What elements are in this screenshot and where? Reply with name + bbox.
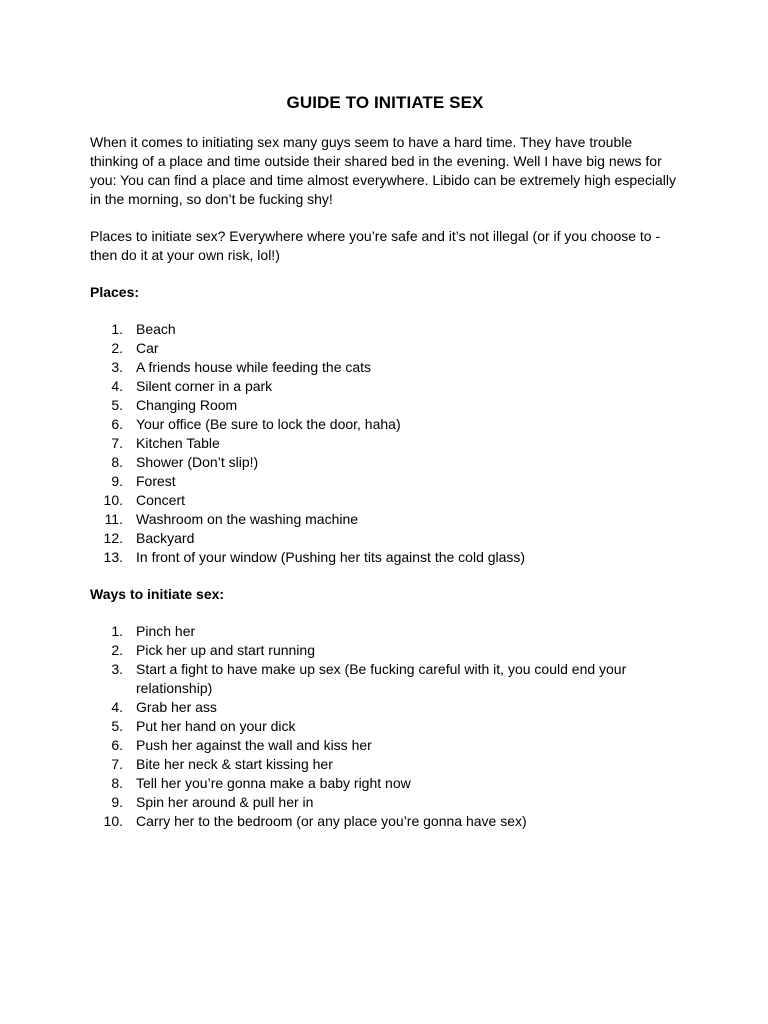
list-item-number: 10. — [103, 813, 123, 829]
list-item — [90, 472, 680, 491]
list-item-number: 7. — [111, 756, 123, 772]
list-item-number: 2. — [111, 642, 123, 658]
list-item — [90, 641, 680, 660]
list-item — [90, 793, 680, 812]
list-item-text: Beach — [136, 321, 176, 337]
list-item-number: 3. — [111, 359, 123, 375]
list-item-text: Carry her to the bedroom (or any place you’re gonna have sex) — [136, 813, 527, 829]
document-title: GUIDE TO INITIATE SEX — [286, 93, 484, 112]
list-item — [90, 377, 680, 396]
list-item-text: Start a fight to have make up sex (Be fucking careful with it, you could end your relationship) — [136, 661, 627, 696]
intro-paragraph: When it comes to initiating sex many guys seem to have a hard time. They have trouble thinking of a place and time outside their shared bed in the evening. Well I have big news for you: You can find a place and time almost everywhere. Libido can be extremely high especially in the morning, so don’t be fucking shy! — [90, 134, 677, 207]
list-item-text: A friends house while feeding the cats — [136, 359, 372, 375]
places-heading: Places: — [90, 284, 140, 300]
list-item-text: Backyard — [136, 530, 195, 546]
list-item-text: Pick her up and start running — [136, 642, 315, 658]
list-item-number: 7. — [111, 435, 123, 451]
ways-list — [90, 622, 680, 831]
list-item-text: Put her hand on your dick — [136, 718, 296, 734]
places-paragraph: Places to initiate sex? Everywhere where you’re safe and it’s not illegal (or if you choose to - then do it at your own risk, lol!) — [90, 228, 661, 263]
list-item-number: 11. — [104, 511, 123, 527]
list-item — [90, 453, 680, 472]
list-item-text: Forest — [136, 473, 176, 489]
places-list — [90, 320, 680, 567]
list-item-text: Concert — [136, 492, 186, 508]
list-item — [90, 491, 680, 510]
list-item — [90, 717, 680, 736]
list-item-number: 10. — [103, 492, 123, 508]
list-item-text: Silent corner in a park — [136, 378, 273, 394]
list-item-number: 5. — [111, 718, 123, 734]
list-item-number: 6. — [111, 416, 123, 432]
list-item-text: Car — [136, 340, 159, 356]
list-item-text: In front of your window (Pushing her tits against the cold glass) — [136, 549, 526, 565]
list-item-number: 1. — [111, 623, 123, 639]
list-item — [90, 510, 680, 529]
list-item — [90, 698, 680, 717]
list-item — [90, 320, 680, 339]
list-item — [90, 622, 680, 641]
list-item-number: 4. — [111, 699, 123, 715]
list-item-text: Spin her around & pull her in — [136, 794, 314, 810]
list-item-text: Push her against the wall and kiss her — [136, 737, 372, 753]
list-item — [90, 812, 680, 831]
list-item-text: Pinch her — [136, 623, 196, 639]
ways-heading: Ways to initiate sex: — [90, 586, 225, 602]
list-item — [90, 415, 680, 434]
list-item-text: Bite her neck & start kissing her — [136, 756, 333, 772]
list-item — [90, 548, 680, 567]
list-item-text: Tell her you’re gonna make a baby right now — [136, 775, 411, 791]
list-item-number: 4. — [111, 378, 123, 394]
list-item-number: 5. — [111, 397, 123, 413]
list-item — [90, 736, 680, 755]
list-item-text: Your office (Be sure to lock the door, haha) — [136, 416, 401, 432]
list-item — [90, 529, 680, 548]
list-item-number: 3. — [111, 661, 123, 677]
list-item-number: 13. — [103, 549, 123, 565]
list-item — [90, 358, 680, 377]
list-item-number: 6. — [111, 737, 123, 753]
list-item — [90, 660, 680, 698]
list-item — [90, 434, 680, 453]
list-item-text: Changing Room — [136, 397, 238, 413]
list-item — [90, 755, 680, 774]
list-item-number: 2. — [111, 340, 123, 356]
list-item-number: 9. — [111, 794, 123, 810]
list-item — [90, 396, 680, 415]
list-item-number: 9. — [111, 473, 123, 489]
list-item — [90, 339, 680, 358]
list-item-number: 8. — [111, 775, 123, 791]
list-item-text: Washroom on the washing machine — [136, 511, 359, 527]
list-item-number: 8. — [111, 454, 123, 470]
list-item — [90, 774, 680, 793]
list-item-text: Shower (Don’t slip!) — [136, 454, 259, 470]
list-item-number: 12. — [103, 530, 123, 546]
list-item-number: 1. — [111, 321, 123, 337]
list-item-text: Kitchen Table — [136, 435, 220, 451]
list-item-text: Grab her ass — [136, 699, 217, 715]
